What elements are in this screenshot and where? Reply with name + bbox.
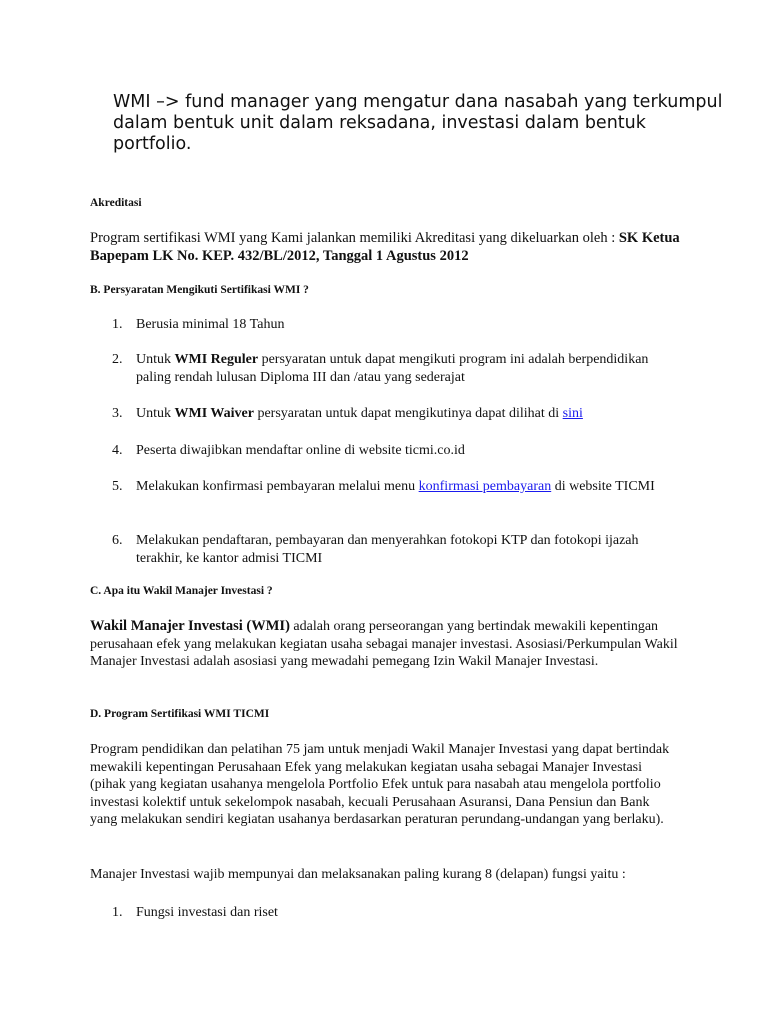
list-item	[112, 478, 682, 496]
konfirmasi-pembayaran-link[interactable]: konfirmasi pembayaran	[418, 479, 552, 494]
list-text	[136, 351, 682, 386]
akreditasi-sk: SK Ketua Bapepam LK No. KEP. 432/BL/2012, Tanggal 1 Agustus 2012	[90, 230, 680, 264]
list-number: 1.	[112, 905, 123, 920]
wmi-reguler: WMI Reguler	[174, 352, 259, 367]
list-text-post: di website TICMI	[551, 479, 655, 494]
section-d-paragraph-2: Manajer Investasi wajib mempunyai dan melaksanakan paling kurang 8 (delapan) fungsi yaitu :	[90, 867, 626, 882]
list-number: 2.	[112, 352, 123, 367]
list-item	[112, 904, 682, 922]
list-text-post: persyaratan untuk dapat mengikuti program ini adalah berpendidikan paling rendah lulusan Diploma III dan /atau yang sederajat	[136, 352, 649, 385]
list-number: 3.	[112, 406, 123, 421]
list-text: Peserta diwajibkan mendaftar online di website ticmi.co.id	[136, 443, 465, 458]
list-text-pre: Untuk	[136, 406, 175, 421]
list-text: Fungsi investasi dan riset	[136, 905, 278, 920]
list-text	[136, 478, 682, 496]
section-d-paragraph-1: Program pendidikan dan pelatihan 75 jam untuk menjadi Wakil Manajer Investasi yang dapat bertindak mewakili kepentingan Perusahaan Efek yang melakukan kegiatan usaha sebagai Manajer Investasi (pihak yang kegiatan usahanya mengelola Portfolio Efek untuk para nasabah atau mengelola portfolio investasi kolektif untuk sekelompok nasabah, kecuali Perusahaan Asuransi, Dana Pensiun dan Bank yang melakukan sendiri kegiatan usahanya berdasarkan peraturan perundang-undangan yang berlaku).	[90, 742, 670, 827]
list-number: 5.	[112, 479, 123, 494]
section-c-text: adalah orang perseorangan yang bertindak mewakili kepentingan perusahaan efek yang melakukan kegiatan usaha sebagai manajer investasi. Asosiasi/Perkumpulan Wakil Manajer Investasi adalah asosiasi yang mewadahi pemegang Izin Wakil Manajer Investasi.	[90, 619, 678, 669]
list-number: 6.	[112, 533, 123, 548]
intro-text: WMI –> fund manager yang mengatur dana nasabah yang terkumpul dalam bentuk unit dalam reksadana, investasi dalam bentuk portfolio.	[113, 92, 723, 154]
list-text-post: persyaratan untuk dapat mengikutinya dapat dilihat di	[253, 406, 563, 421]
list-item	[112, 351, 682, 386]
akreditasi-text: Program sertifikasi WMI yang Kami jalankan memiliki Akreditasi yang dikeluarkan oleh :	[90, 230, 619, 246]
heading-section-d: D. Program Sertifikasi WMI TICMI	[90, 708, 270, 720]
heading-section-c: C. Apa itu Wakil Manajer Investasi ?	[90, 585, 273, 597]
list-number: 4.	[112, 443, 123, 458]
list-text-pre: Melakukan konfirmasi pembayaran melalui menu	[136, 479, 419, 494]
list-text-pre: Untuk	[136, 352, 175, 367]
sini-link[interactable]: sini	[562, 406, 583, 421]
list-text	[136, 405, 682, 423]
heading-section-b: B. Persyaratan Mengikuti Sertifikasi WMI ?	[90, 284, 309, 296]
wmi-term: Wakil Manajer Investasi (WMI)	[90, 618, 290, 634]
list-text: Berusia minimal 18 Tahun	[136, 317, 285, 332]
list-item	[112, 405, 682, 423]
list-item	[112, 442, 682, 460]
list-item	[112, 532, 682, 567]
wmi-waiver: WMI Waiver	[174, 406, 254, 421]
list-text: Melakukan pendaftaran, pembayaran dan menyerahkan fotokopi KTP dan fotokopi ijazah terakhir, ke kantor admisi TICMI	[136, 533, 639, 566]
list-item	[112, 316, 682, 334]
heading-akreditasi: Akreditasi	[90, 197, 142, 209]
akreditasi-paragraph	[90, 230, 680, 265]
section-c-paragraph	[90, 618, 680, 671]
list-number: 1.	[112, 317, 123, 332]
